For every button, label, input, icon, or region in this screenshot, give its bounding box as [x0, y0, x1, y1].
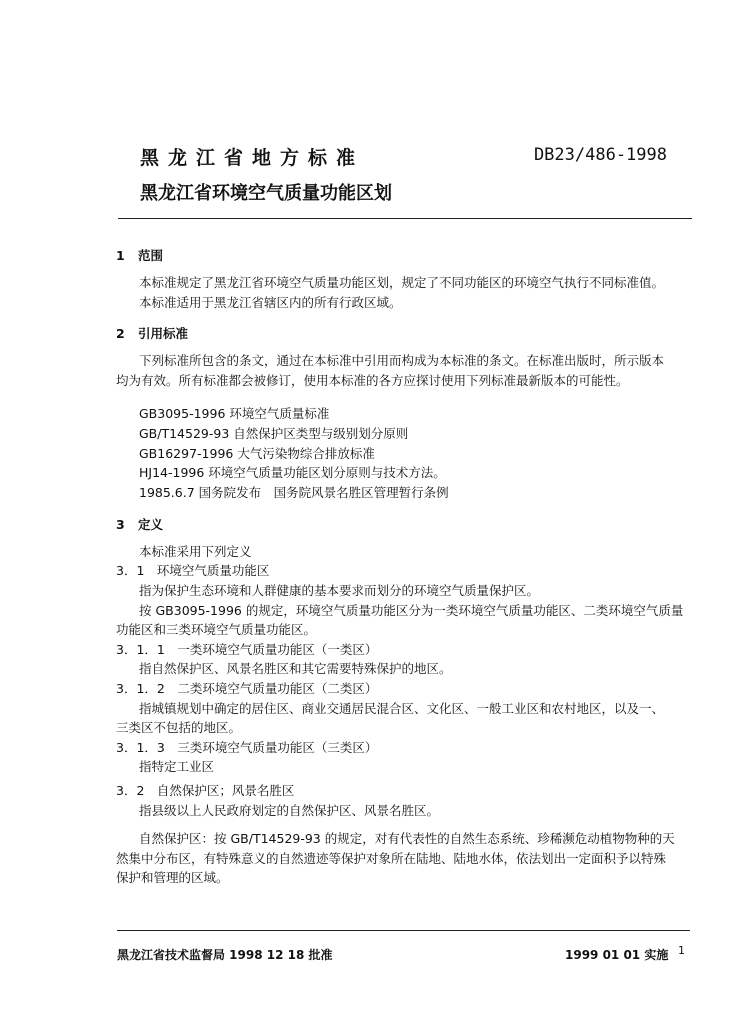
approval-info: 黑龙江省技术监督局 1998 12 18 批准 [117, 948, 333, 962]
footer-divider [117, 930, 690, 931]
clause-heading: 3．1．2 二类环境空气质量功能区（二类区） [116, 681, 378, 696]
section-number: 3 [116, 517, 125, 532]
page-number: 1 [678, 944, 685, 957]
reference-item: GB16297-1996 大气污染物综合排放标准 [139, 446, 375, 461]
reference-item: 1985.6.7 国务院发布 国务院风景名胜区管理暂行条例 [139, 485, 449, 500]
section-3-heading [116, 515, 163, 533]
header-divider [118, 218, 692, 219]
document-title: 黑龙江省环境空气质量功能区划 [140, 183, 392, 204]
paragraph-line: 指自然保护区、风景名胜区和其它需要特殊保护的地区。 [139, 661, 452, 676]
paragraph-line: 指特定工业区 [139, 759, 215, 774]
paragraph-line: 按 GB3095-1996 的规定，环境空气质量功能区分为一类环境空气质量功能区、二类环境空气质量 [139, 603, 684, 618]
paragraph-line: 保护和管理的区域。 [116, 870, 229, 885]
standard-code: DB23/486-1998 [533, 145, 667, 165]
paragraph-line: 指县级以上人民政府划定的自然保护区、风景名胜区。 [139, 803, 440, 818]
section-title: 定义 [138, 517, 164, 532]
clause-heading: 3．1 环境空气质量功能区 [116, 563, 270, 578]
reference-item: HJ14-1996 环境空气质量功能区划分原则与技术方法。 [139, 465, 446, 480]
clause-heading: 3．1．3 三类环境空气质量功能区（三类区） [116, 740, 378, 755]
paragraph-line: 指为保护生态环境和人群健康的基本要求而划分的环境空气质量保护区。 [139, 583, 540, 598]
paragraph-line: 指城镇规划中确定的居住区、商业交通居民混合区、文化区、一般工业区和农村地区，以及一、 [139, 701, 665, 716]
paragraph-line: 自然保护区：按 GB/T14529-93 的规定，对有代表性的自然生态系统、珍稀濒危动植物物种的天 [139, 831, 675, 846]
paragraph-line: 均为有效。所有标准都会被修订，使用本标准的各方应探讨使用下列标准最新版本的可能性。 [116, 373, 629, 388]
section-2-heading [116, 324, 188, 342]
paragraph-line: 本标准采用下列定义 [139, 544, 252, 559]
paragraph-line: 本标准规定了黑龙江省环境空气质量功能区划，规定了不同功能区的环境空气执行不同标准值。 [139, 275, 665, 290]
paragraph-line: 下列标准所包含的条文，通过在本标准中引用而构成为本标准的条文。在标准出版时，所示版本 [139, 353, 665, 368]
section-title: 范围 [138, 248, 164, 263]
standard-org-title: 黑龙江省地方标准 [140, 147, 365, 169]
effective-date: 1999 01 01 实施 [565, 948, 669, 962]
reference-item: GB/T14529-93 自然保护区类型与级别划分原则 [139, 426, 409, 441]
paragraph-line: 本标准适用于黑龙江省辖区内的所有行政区域。 [139, 295, 402, 310]
section-title: 引用标准 [138, 326, 189, 341]
paragraph-line: 功能区和三类环境空气质量功能区。 [116, 622, 317, 637]
paragraph-line: 然集中分布区，有特殊意义的自然遗迹等保护对象所在陆地、陆地水体，依法划出一定面积予以特殊 [116, 851, 667, 866]
reference-item: GB3095-1996 环境空气质量标准 [139, 406, 330, 421]
section-number: 1 [116, 248, 125, 263]
clause-heading: 3．2 自然保护区；风景名胜区 [116, 783, 295, 798]
clause-heading: 3．1．1 一类环境空气质量功能区（一类区） [116, 642, 378, 657]
section-1-heading [116, 246, 163, 264]
paragraph-line: 三类区不包括的地区。 [116, 720, 242, 735]
section-number: 2 [116, 326, 125, 341]
